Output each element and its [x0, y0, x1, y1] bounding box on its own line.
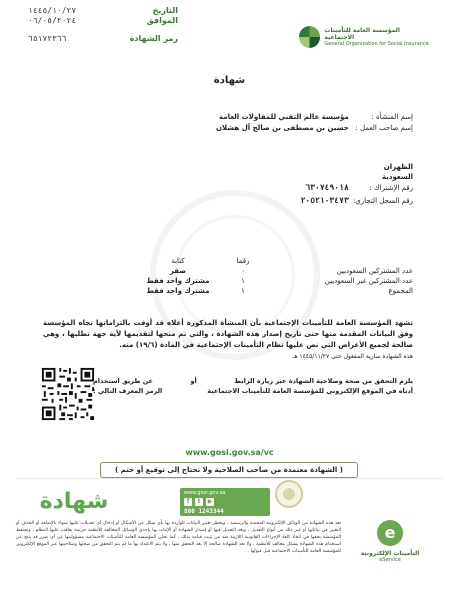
divider — [16, 478, 443, 479]
certificate-statement: تشهد المؤسسة العامة للتأمينات الإجتماعية بأن المنشأة المذكورة أعلاه قد أوفت بالتزاماتها تجاه المؤسسة وفق البيانات المقدمة منها حتى تاريخ إصدار هذه الشهادة ، والتي تم منحها لتقديمها لأية جهة تطلبها ، وهي صالحة لجميع الأغراض التي نص عليها نظام التأمينات الإجتماعية في المادة (١٩/٦) منه. — [43, 319, 413, 349]
estab-name-value: مؤسسة عالم التقني للمقاولات العامة — [219, 113, 349, 121]
row-number: ١ — [241, 287, 245, 295]
row-label: عدد المشتركين غير السعوديين — [324, 277, 413, 285]
verify-line1: يلزم التحقق من صحة وصلاحية الشهادة عبر زيارة الرابط — [234, 377, 413, 385]
subscription-row — [305, 183, 413, 193]
subscribers-table — [53, 256, 413, 296]
city: الظهران — [383, 163, 413, 171]
verification-instructions — [93, 376, 413, 396]
youtube-icon[interactable]: ▶ — [207, 498, 213, 505]
certificate-text — [43, 318, 413, 362]
date-hijri-label: التاريخ — [152, 6, 178, 15]
row-words: صفر — [169, 267, 187, 275]
row-words: مشترك واحد فقط — [146, 277, 210, 285]
table-row — [53, 276, 413, 286]
row-number: ٠ — [241, 267, 245, 275]
org-name-ar: المؤسسة العامة للتأمينات الاجتماعية — [324, 26, 400, 41]
table-row — [53, 286, 413, 296]
table-row — [53, 266, 413, 276]
verify-line2-alt: الرمز المعرف التالي : — [93, 387, 163, 395]
row-label: المجموع — [388, 287, 413, 295]
owner-label: إسم صاحب العمل : — [355, 124, 413, 132]
date-hijri-value: ١٤٤٥/١٠/٢٧ — [28, 6, 77, 15]
shahada-brand-logo — [16, 480, 126, 520]
subscription-label: رقم الإشتراك : — [369, 184, 413, 192]
row-words: مشترك واحد فقط — [146, 287, 210, 295]
subscription-value: ٦٣٠٧٤٩٠١٨ — [305, 183, 349, 192]
header-dates — [28, 6, 178, 44]
eservice-label-ar: التأمينات الإلكترونية — [360, 550, 420, 557]
qr-code-icon — [40, 366, 96, 422]
cr-row — [301, 196, 413, 206]
col-words: كتابة — [171, 257, 185, 265]
approval-note: ( الشهادة معتمدة من صاحب الصلاحية ولا تحتاج إلى توقيع أو ختم ) — [100, 462, 358, 478]
validity-text: هذه الشهادة سارية المفعول حتى ١٤٤٥/١١/٢٧ هـ — [292, 353, 413, 360]
owner-value: حسين بن مصطفى بن صالح آل هشلان — [215, 124, 349, 132]
gosi-logo — [299, 22, 429, 52]
disclaimer-text: تعد هذه الشهادة من الوثائق الإلكترونية المحمية والرسمية ، ويحظر تغيير البيانات الواردة بها بأي شكل من الأشكال أو إدخال أي تعديلات عليها سواء بالإضافة أو الحذف أو التغيير في بياناتها أو غير ذلك من أنواع التعديل ، ويعد التعديل فيها أو إصدار الشهادة أو الإثبات بها بإحدى الوسائل المخالفة للأنظمة جريمة يعاقب عليها النظام ، وتحتفظ المؤسسة بحقها في اتخاذ كافة الإجراءات القانونية اللازمة ضد من يثبت قيامه بذلك ، كما تخلي المؤسسة العامة للتأمينات الاجتماعية مسؤوليتها عن أي ضرر قد ينتج عن استخدام هذه الشهادة بشكل مخالف للأنظمة ، ولا تعد الشهادة صالحة إلا بعد التحقق منها ، ولا يتم الاعتداد بها ما لم يتم التحقق من صحتها وصلاحيتها عبر الموقع الإلكتروني للمؤسسة العامة للتأمينات الاجتماعية قبل قبولها . — [16, 521, 341, 554]
establishment-info — [113, 112, 413, 134]
gosi-logo-icon — [299, 26, 320, 48]
col-numbers: رقما — [236, 257, 250, 265]
eservice-icon: e — [377, 520, 403, 546]
page-title: شهادة — [213, 75, 246, 86]
footer-phone: 800 1243344 — [184, 508, 224, 515]
date-greg-value: ٠٦/٠٥/٢٠٢٤ — [28, 16, 77, 25]
country: السعودية — [382, 173, 413, 181]
cr-value: ٢٠٥٢١٠٣٤٧٣ — [300, 196, 349, 205]
contact-box — [180, 488, 270, 516]
verification-link[interactable]: www.gosi.gov.sa/vc — [185, 448, 274, 457]
cert-code-label: رمز الشهادة — [129, 34, 178, 43]
facebook-icon[interactable]: f — [184, 498, 192, 506]
verify-line1-alt: عن طريق استخدام — [93, 377, 154, 385]
date-greg-label: الموافق — [146, 16, 178, 25]
seal-icon — [275, 480, 303, 508]
verify-line2: أدناه في الموقع الإلكتروني للمؤسسة العامة للتأمينات الاجتماعية — [207, 387, 413, 395]
footer-site[interactable]: www.gosi.gov.sa — [184, 490, 226, 496]
location — [382, 162, 413, 182]
org-name-en: General Organization for Social Insurance — [324, 40, 429, 47]
eservice-logo — [355, 520, 425, 563]
eservice-label-en: eService — [379, 557, 401, 563]
verify-or: أو — [190, 377, 197, 385]
shahada-brand-text: شهادة — [39, 489, 109, 514]
row-label: عدد المشتركين السعوديين — [336, 267, 413, 275]
cr-label: رقم السجل التجاري: — [352, 197, 413, 205]
twitter-icon[interactable]: t — [195, 498, 203, 506]
table-header — [53, 256, 413, 266]
cert-code-value: ٦٥١٧٢٣٦٦ — [28, 34, 67, 43]
estab-name-label: إسم المنشأة : — [371, 113, 413, 121]
row-number: ١ — [241, 277, 245, 285]
